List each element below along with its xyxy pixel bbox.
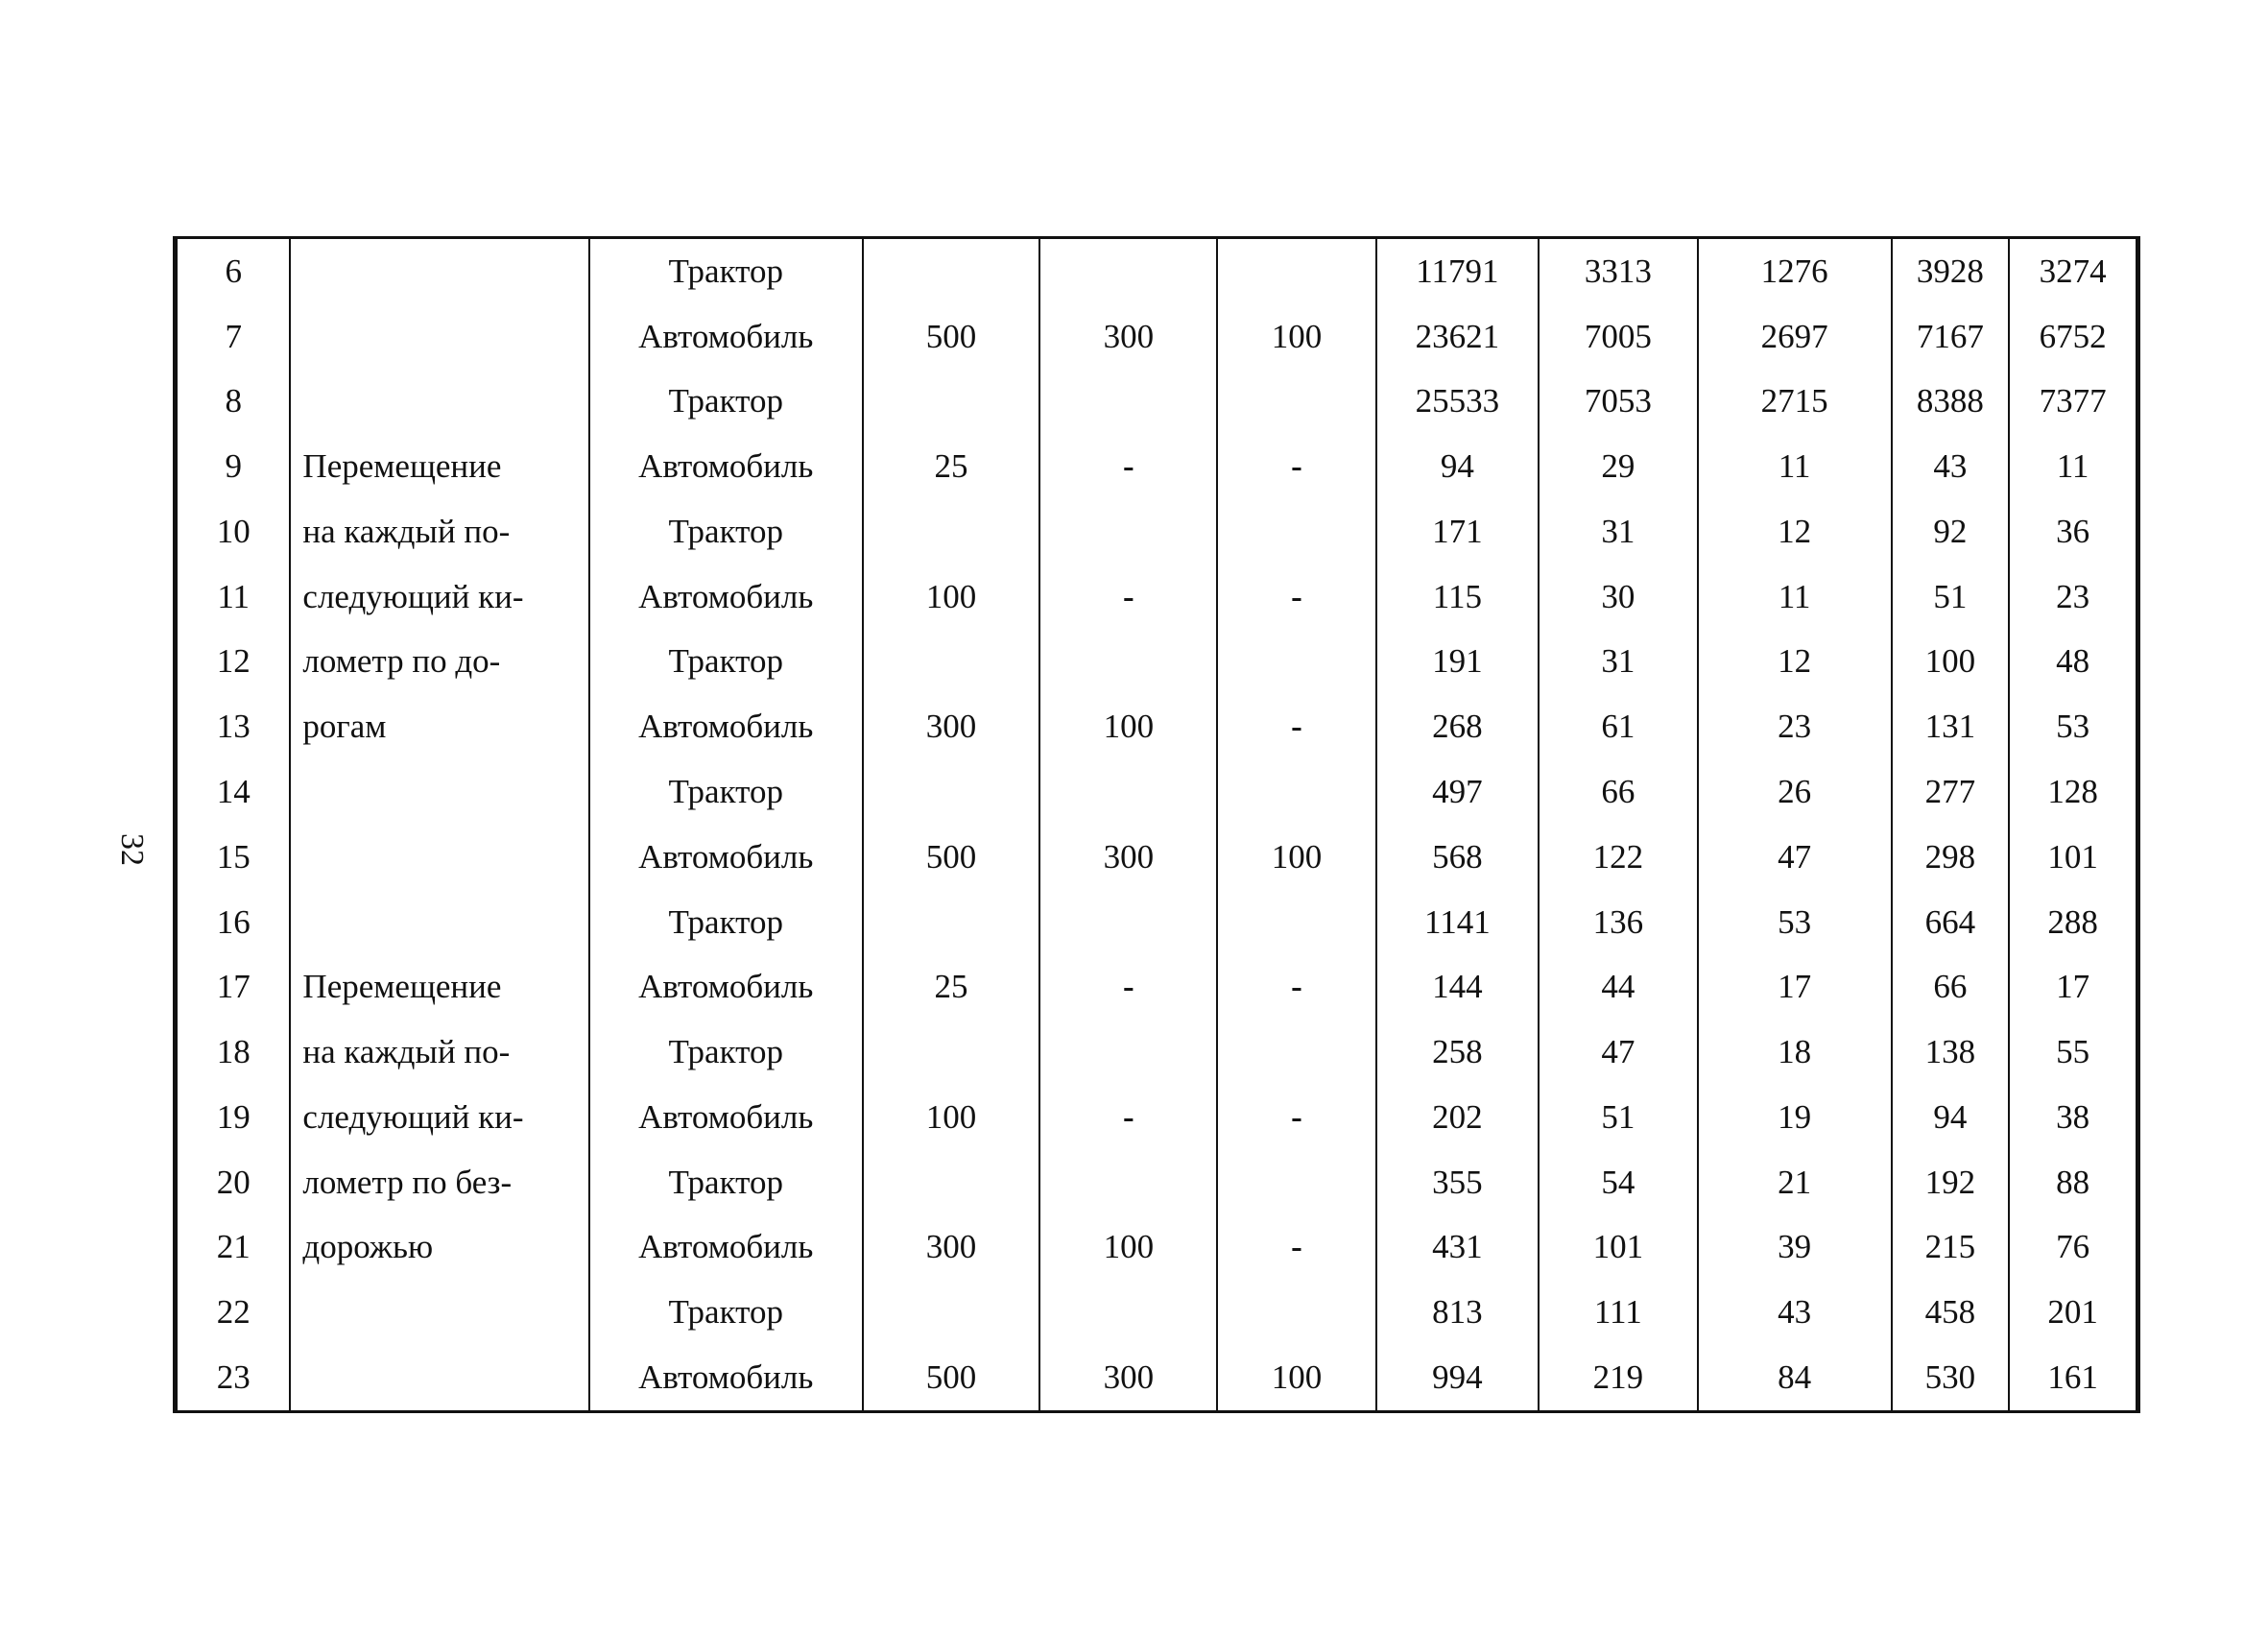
value-5-cell: 53 [2009, 694, 2137, 759]
table-row [177, 1280, 2137, 1345]
distance-b-cell [1039, 1020, 1217, 1085]
table-body [177, 239, 2137, 1410]
table-row [177, 630, 2137, 695]
value-5-cell: 48 [2009, 630, 2137, 695]
value-4-cell: 51 [1892, 564, 2010, 630]
distance-c-cell: - [1217, 954, 1375, 1020]
value-1-cell: 23621 [1376, 304, 1539, 370]
value-2-cell: 122 [1539, 825, 1697, 890]
row-number-cell: 17 [177, 954, 290, 1020]
value-1-cell: 11791 [1376, 239, 1539, 304]
value-5-cell: 201 [2009, 1280, 2137, 1345]
description-cell: следующий ки- [290, 1085, 588, 1150]
table-row [177, 825, 2137, 890]
description-cell [290, 1345, 588, 1410]
distance-b-cell: - [1039, 1085, 1217, 1150]
distance-a-cell [863, 499, 1040, 564]
row-number-cell: 23 [177, 1345, 290, 1410]
distance-c-cell: - [1217, 1085, 1375, 1150]
description-cell [290, 304, 588, 370]
description-cell: лометр по до- [290, 630, 588, 695]
description-cell [290, 1280, 588, 1345]
row-number-cell: 6 [177, 239, 290, 304]
value-2-cell: 44 [1539, 954, 1697, 1020]
value-1-cell: 1141 [1376, 890, 1539, 955]
description-cell: рогам [290, 694, 588, 759]
value-5-cell: 11 [2009, 434, 2137, 499]
value-4-cell: 530 [1892, 1345, 2010, 1410]
value-3-cell: 19 [1698, 1085, 1892, 1150]
value-2-cell: 7053 [1539, 370, 1697, 435]
table-row [177, 564, 2137, 630]
value-3-cell: 12 [1698, 630, 1892, 695]
value-4-cell: 298 [1892, 825, 2010, 890]
value-2-cell: 101 [1539, 1214, 1697, 1280]
value-1-cell: 94 [1376, 434, 1539, 499]
value-5-cell: 101 [2009, 825, 2137, 890]
distance-b-cell [1039, 370, 1217, 435]
value-4-cell: 458 [1892, 1280, 2010, 1345]
value-4-cell: 277 [1892, 759, 2010, 825]
vehicle-type-cell: Автомобиль [589, 954, 863, 1020]
value-3-cell: 39 [1698, 1214, 1892, 1280]
table-row [177, 1214, 2137, 1280]
distance-c-cell: 100 [1217, 1345, 1375, 1410]
value-1-cell: 258 [1376, 1020, 1539, 1085]
value-2-cell: 66 [1539, 759, 1697, 825]
description-cell [290, 239, 588, 304]
row-number-cell: 10 [177, 499, 290, 564]
distance-a-cell: 300 [863, 1214, 1040, 1280]
distance-b-cell [1039, 759, 1217, 825]
vehicle-type-cell: Автомобиль [589, 1214, 863, 1280]
table-row [177, 1345, 2137, 1410]
table-row [177, 1085, 2137, 1150]
value-1-cell: 191 [1376, 630, 1539, 695]
value-1-cell: 568 [1376, 825, 1539, 890]
distance-c-cell: - [1217, 1214, 1375, 1280]
value-1-cell: 202 [1376, 1085, 1539, 1150]
distance-c-cell: - [1217, 694, 1375, 759]
distance-c-cell [1217, 1020, 1375, 1085]
value-4-cell: 8388 [1892, 370, 2010, 435]
distance-a-cell [863, 370, 1040, 435]
value-2-cell: 51 [1539, 1085, 1697, 1150]
value-2-cell: 7005 [1539, 304, 1697, 370]
value-4-cell: 131 [1892, 694, 2010, 759]
table-row [177, 434, 2137, 499]
description-cell [290, 825, 588, 890]
value-2-cell: 61 [1539, 694, 1697, 759]
table-row [177, 694, 2137, 759]
value-2-cell: 111 [1539, 1280, 1697, 1345]
value-2-cell: 219 [1539, 1345, 1697, 1410]
distance-c-cell [1217, 759, 1375, 825]
value-2-cell: 136 [1539, 890, 1697, 955]
value-1-cell: 268 [1376, 694, 1539, 759]
vehicle-type-cell: Автомобиль [589, 825, 863, 890]
vehicle-type-cell: Автомобиль [589, 564, 863, 630]
value-4-cell: 3928 [1892, 239, 2010, 304]
value-1-cell: 813 [1376, 1280, 1539, 1345]
table-row [177, 890, 2137, 955]
distance-b-cell: 100 [1039, 1214, 1217, 1280]
vehicle-type-cell: Трактор [589, 239, 863, 304]
description-cell: дорожью [290, 1214, 588, 1280]
value-3-cell: 26 [1698, 759, 1892, 825]
value-5-cell: 88 [2009, 1150, 2137, 1215]
vehicle-type-cell: Автомобиль [589, 1345, 863, 1410]
value-5-cell: 3274 [2009, 239, 2137, 304]
vehicle-type-cell: Трактор [589, 759, 863, 825]
distance-b-cell: 100 [1039, 694, 1217, 759]
value-2-cell: 3313 [1539, 239, 1697, 304]
distance-a-cell [863, 1020, 1040, 1085]
description-cell: Перемещение [290, 434, 588, 499]
distance-b-cell: - [1039, 564, 1217, 630]
table-row [177, 1020, 2137, 1085]
distance-a-cell: 500 [863, 1345, 1040, 1410]
table-row [177, 1150, 2137, 1215]
value-3-cell: 12 [1698, 499, 1892, 564]
row-number-cell: 19 [177, 1085, 290, 1150]
distance-b-cell: - [1039, 954, 1217, 1020]
row-number-cell: 18 [177, 1020, 290, 1085]
value-3-cell: 21 [1698, 1150, 1892, 1215]
distance-b-cell [1039, 499, 1217, 564]
value-1-cell: 994 [1376, 1345, 1539, 1410]
distance-b-cell [1039, 239, 1217, 304]
value-4-cell: 7167 [1892, 304, 2010, 370]
row-number-cell: 13 [177, 694, 290, 759]
value-5-cell: 55 [2009, 1020, 2137, 1085]
vehicle-type-cell: Трактор [589, 499, 863, 564]
value-2-cell: 54 [1539, 1150, 1697, 1215]
value-2-cell: 31 [1539, 630, 1697, 695]
description-cell [290, 759, 588, 825]
cost-table [173, 236, 2140, 1413]
distance-a-cell [863, 1150, 1040, 1215]
table-row [177, 239, 2137, 304]
distance-a-cell [863, 630, 1040, 695]
value-4-cell: 66 [1892, 954, 2010, 1020]
value-3-cell: 2697 [1698, 304, 1892, 370]
distance-b-cell: 300 [1039, 1345, 1217, 1410]
value-4-cell: 94 [1892, 1085, 2010, 1150]
value-5-cell: 6752 [2009, 304, 2137, 370]
value-1-cell: 25533 [1376, 370, 1539, 435]
value-3-cell: 53 [1698, 890, 1892, 955]
value-3-cell: 17 [1698, 954, 1892, 1020]
row-number-cell: 12 [177, 630, 290, 695]
row-number-cell: 8 [177, 370, 290, 435]
table-row [177, 499, 2137, 564]
value-5-cell: 288 [2009, 890, 2137, 955]
distance-c-cell [1217, 1150, 1375, 1215]
value-1-cell: 171 [1376, 499, 1539, 564]
distance-a-cell [863, 890, 1040, 955]
vehicle-type-cell: Трактор [589, 890, 863, 955]
value-5-cell: 128 [2009, 759, 2137, 825]
distance-c-cell: - [1217, 564, 1375, 630]
row-number-cell: 9 [177, 434, 290, 499]
value-1-cell: 497 [1376, 759, 1539, 825]
table-row [177, 954, 2137, 1020]
value-4-cell: 92 [1892, 499, 2010, 564]
row-number-cell: 20 [177, 1150, 290, 1215]
row-number-cell: 14 [177, 759, 290, 825]
distance-a-cell [863, 1280, 1040, 1345]
vehicle-type-cell: Трактор [589, 1280, 863, 1345]
value-2-cell: 29 [1539, 434, 1697, 499]
description-cell: на каждый по- [290, 499, 588, 564]
distance-c-cell [1217, 370, 1375, 435]
value-2-cell: 30 [1539, 564, 1697, 630]
description-cell [290, 370, 588, 435]
distance-a-cell: 100 [863, 564, 1040, 630]
distance-c-cell [1217, 890, 1375, 955]
value-4-cell: 215 [1892, 1214, 2010, 1280]
value-3-cell: 47 [1698, 825, 1892, 890]
value-4-cell: 138 [1892, 1020, 2010, 1085]
distance-a-cell: 300 [863, 694, 1040, 759]
value-1-cell: 144 [1376, 954, 1539, 1020]
page-number: 32 [114, 833, 150, 866]
distance-c-cell: - [1217, 434, 1375, 499]
description-cell: Перемещение [290, 954, 588, 1020]
distance-a-cell: 500 [863, 304, 1040, 370]
value-4-cell: 192 [1892, 1150, 2010, 1215]
value-4-cell: 43 [1892, 434, 2010, 499]
cost-table-grid [176, 239, 2137, 1410]
value-5-cell: 7377 [2009, 370, 2137, 435]
description-cell [290, 890, 588, 955]
value-5-cell: 17 [2009, 954, 2137, 1020]
vehicle-type-cell: Трактор [589, 630, 863, 695]
description-cell: на каждый по- [290, 1020, 588, 1085]
value-4-cell: 100 [1892, 630, 2010, 695]
distance-b-cell [1039, 630, 1217, 695]
vehicle-type-cell: Автомобиль [589, 434, 863, 499]
vehicle-type-cell: Трактор [589, 1150, 863, 1215]
value-1-cell: 355 [1376, 1150, 1539, 1215]
value-3-cell: 11 [1698, 564, 1892, 630]
value-5-cell: 36 [2009, 499, 2137, 564]
distance-b-cell: 300 [1039, 304, 1217, 370]
value-2-cell: 31 [1539, 499, 1697, 564]
distance-b-cell: 300 [1039, 825, 1217, 890]
value-3-cell: 23 [1698, 694, 1892, 759]
distance-a-cell: 25 [863, 434, 1040, 499]
row-number-cell: 16 [177, 890, 290, 955]
value-3-cell: 84 [1698, 1345, 1892, 1410]
distance-a-cell: 500 [863, 825, 1040, 890]
table-row [177, 759, 2137, 825]
value-3-cell: 43 [1698, 1280, 1892, 1345]
value-2-cell: 47 [1539, 1020, 1697, 1085]
distance-a-cell [863, 239, 1040, 304]
value-1-cell: 431 [1376, 1214, 1539, 1280]
row-number-cell: 21 [177, 1214, 290, 1280]
distance-b-cell [1039, 1280, 1217, 1345]
distance-c-cell [1217, 630, 1375, 695]
distance-b-cell [1039, 890, 1217, 955]
vehicle-type-cell: Трактор [589, 370, 863, 435]
row-number-cell: 11 [177, 564, 290, 630]
vehicle-type-cell: Автомобиль [589, 304, 863, 370]
table-row [177, 370, 2137, 435]
value-1-cell: 115 [1376, 564, 1539, 630]
distance-a-cell: 100 [863, 1085, 1040, 1150]
row-number-cell: 22 [177, 1280, 290, 1345]
value-4-cell: 664 [1892, 890, 2010, 955]
description-cell: лометр по без- [290, 1150, 588, 1215]
row-number-cell: 7 [177, 304, 290, 370]
value-3-cell: 1276 [1698, 239, 1892, 304]
vehicle-type-cell: Трактор [589, 1020, 863, 1085]
distance-c-cell: 100 [1217, 304, 1375, 370]
distance-b-cell [1039, 1150, 1217, 1215]
distance-b-cell: - [1039, 434, 1217, 499]
distance-a-cell [863, 759, 1040, 825]
value-5-cell: 76 [2009, 1214, 2137, 1280]
value-5-cell: 38 [2009, 1085, 2137, 1150]
distance-c-cell [1217, 239, 1375, 304]
vehicle-type-cell: Автомобиль [589, 694, 863, 759]
distance-c-cell: 100 [1217, 825, 1375, 890]
description-cell: следующий ки- [290, 564, 588, 630]
row-number-cell: 15 [177, 825, 290, 890]
value-3-cell: 2715 [1698, 370, 1892, 435]
value-3-cell: 18 [1698, 1020, 1892, 1085]
distance-c-cell [1217, 499, 1375, 564]
value-3-cell: 11 [1698, 434, 1892, 499]
value-5-cell: 23 [2009, 564, 2137, 630]
value-5-cell: 161 [2009, 1345, 2137, 1410]
vehicle-type-cell: Автомобиль [589, 1085, 863, 1150]
distance-c-cell [1217, 1280, 1375, 1345]
table-row [177, 304, 2137, 370]
distance-a-cell: 25 [863, 954, 1040, 1020]
